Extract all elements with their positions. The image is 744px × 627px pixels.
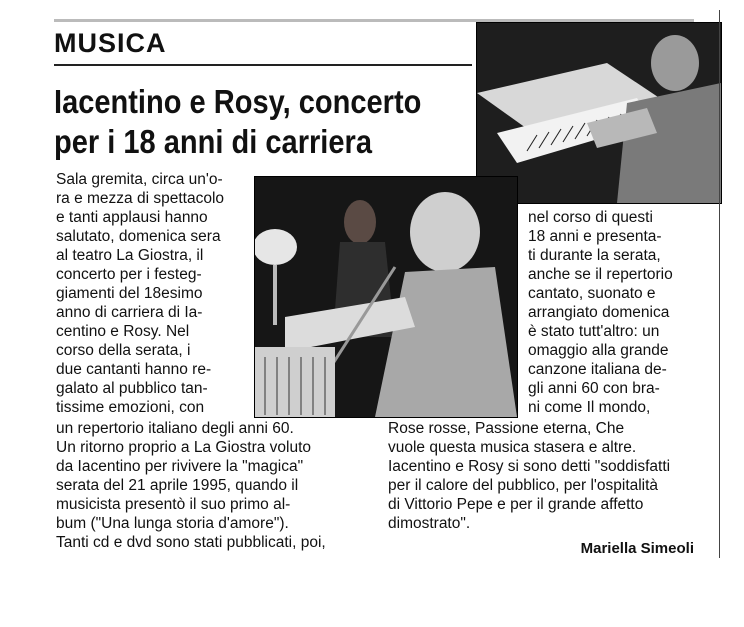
- article-column-bottom-left: un repertorio italiano degli anni 60. Un ritorno proprio a La Giostra voluto da Iacentino per rivivere la "magica" serata del 21 aprile 1995, quando il musicista presentò il suo primo al- bum ("Una lunga storia d'amore"). Tanti cd e dvd sono stati pubblicati, poi,: [56, 420, 326, 551]
- article-column-right: nel corso di questi 18 anni e presenta- ti durante la serata, anche se il repertorio cantato, suonato e arrangiato domenica è stato tutt'altro: un omaggio alla grande canzone italiana de- gli anni 60 con bra- ni come Il mondo,: [528, 209, 673, 416]
- byline: Mariella Simeoli: [580, 540, 694, 557]
- headline: [54, 82, 424, 162]
- gutter-rule: [719, 10, 720, 558]
- photo-singers: [254, 176, 518, 418]
- headline-line-1: Iacentino e Rosy, concerto: [54, 83, 422, 120]
- article-column-left: Sala gremita, circa un'o- ra e mezza di spettacolo e tanti applausi hanno salutato, domenica sera al teatro La Giostra, il concerto per i festeg- giamenti del 18esimo anno di carriera di Ia- centino e Rosy. Nel corso della serata, i due cantanti hanno re- galato al pubblico tan- tissime emozioni, con: [56, 171, 225, 416]
- article-column-bottom-right: Rose rosse, Passione eterna, Che vuole questa musica stasera e altre. Iacentino e Rosy si sono detti "soddisfatti per il calore del pubblico, per l'ospitalità di Vittorio Pepe e per il grande affetto dimostrato".: [388, 420, 671, 532]
- section-label: MUSICA: [54, 28, 167, 58]
- section-rule: [54, 64, 472, 66]
- singers-image: [255, 177, 517, 417]
- headline-line-2: per i 18 anni di carriera: [54, 123, 372, 160]
